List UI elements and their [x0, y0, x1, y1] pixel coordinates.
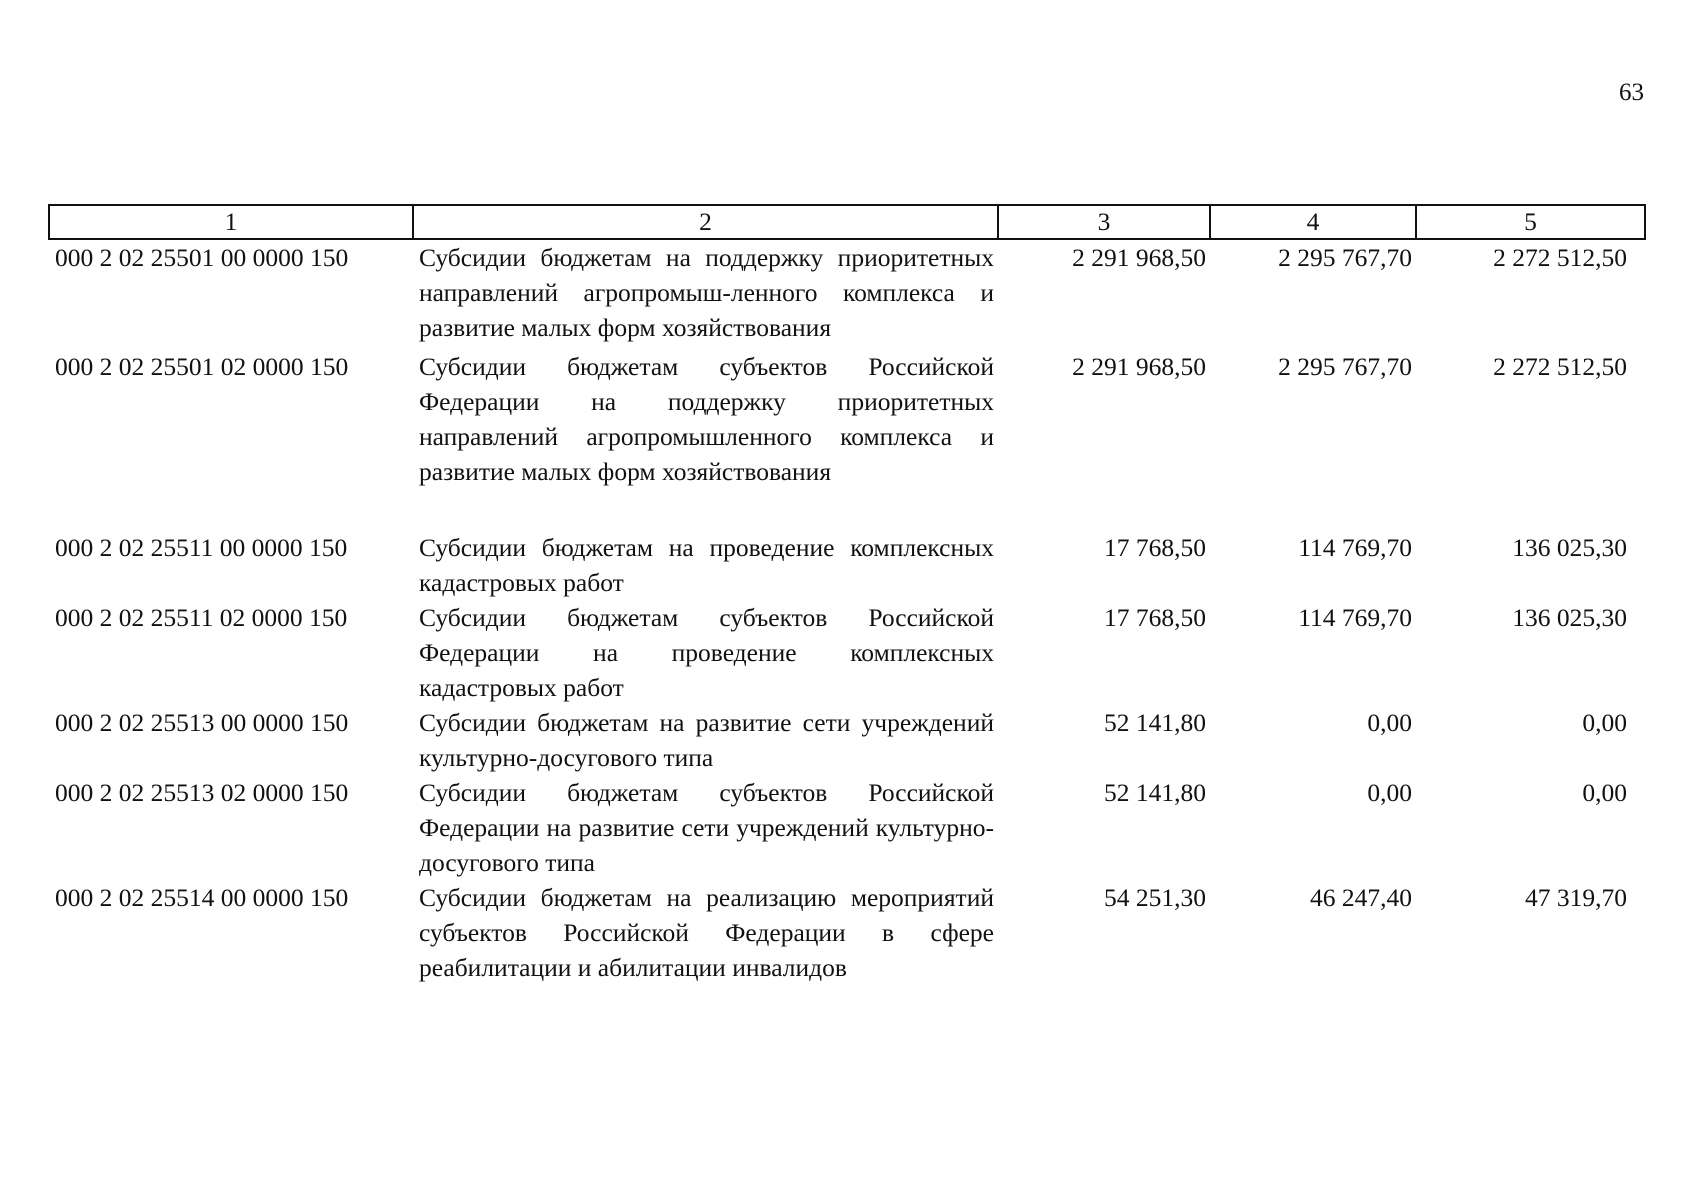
budget-table — [48, 204, 1646, 985]
code-cell: 000 2 02 25501 00 0000 150 — [55, 243, 349, 272]
value-cell-col5: 0,00 — [1582, 778, 1627, 807]
value-cell-col5: 2 272 512,50 — [1493, 243, 1627, 272]
code-cell: 000 2 02 25513 00 0000 150 — [55, 708, 349, 737]
value-cell-col3: 2 291 968,50 — [1072, 352, 1206, 381]
code-cell: 000 2 02 25511 00 0000 150 — [55, 533, 348, 562]
table-body — [49, 239, 1645, 985]
value-cell-col5: 136 025,30 — [1512, 603, 1627, 632]
value-cell-col4: 114 769,70 — [1298, 603, 1412, 632]
value-cell-col4: 0,00 — [1367, 778, 1412, 807]
table-row — [49, 705, 1645, 775]
header-cell-2: 2 — [413, 205, 998, 239]
table-row — [49, 239, 1645, 349]
code-cell: 000 2 02 25514 00 0000 150 — [55, 883, 349, 912]
table-row — [49, 530, 1645, 600]
value-cell-col5: 0,00 — [1582, 708, 1627, 737]
table-row — [49, 775, 1645, 880]
description-cell: Субсидии бюджетам субъектов Российской Федерации на поддержку приоритетных направлений агропромышленного комплекса и развитие малых форм хозяйствования — [419, 352, 994, 486]
value-cell-col4: 46 247,40 — [1310, 883, 1412, 912]
header-row — [49, 205, 1645, 239]
header-cell-5: 5 — [1416, 205, 1645, 239]
code-cell: 000 2 02 25501 02 0000 150 — [55, 352, 349, 381]
description-cell: Субсидии бюджетам на реализацию мероприятий субъектов Российской Федерации в сфере реабилитации и абилитации инвалидов — [419, 883, 994, 982]
value-cell-col3: 17 768,50 — [1104, 533, 1206, 562]
header-cell-1: 1 — [49, 205, 413, 239]
value-cell-col4: 2 295 767,70 — [1278, 352, 1412, 381]
code-cell: 000 2 02 25513 02 0000 150 — [55, 778, 349, 807]
table-row — [49, 349, 1645, 530]
table-header — [49, 205, 1645, 239]
value-cell-col3: 52 141,80 — [1104, 708, 1206, 737]
value-cell-col3: 54 251,30 — [1104, 883, 1206, 912]
description-cell: Субсидии бюджетам на проведение комплексных кадастровых работ — [419, 533, 994, 597]
value-cell-col3: 17 768,50 — [1104, 603, 1206, 632]
table-row — [49, 880, 1645, 985]
value-cell-col5: 47 319,70 — [1525, 883, 1627, 912]
header-cell-4: 4 — [1210, 205, 1416, 239]
code-cell: 000 2 02 25511 02 0000 150 — [55, 603, 348, 632]
header-cell-3: 3 — [998, 205, 1210, 239]
description-cell: Субсидии бюджетам на поддержку приоритетных направлений агропромыш-ленного комплекса и развитие малых форм хозяйствования — [419, 243, 994, 342]
page-number: 63 — [1619, 79, 1644, 106]
description-cell: Субсидии бюджетам субъектов Российской Федерации на проведение комплексных кадастровых работ — [419, 603, 994, 702]
description-cell: Субсидии бюджетам на развитие сети учреждений культурно-досугового типа — [419, 708, 994, 772]
value-cell-col3: 2 291 968,50 — [1072, 243, 1206, 272]
value-cell-col3: 52 141,80 — [1104, 778, 1206, 807]
value-cell-col4: 2 295 767,70 — [1278, 243, 1412, 272]
value-cell-col4: 114 769,70 — [1298, 533, 1412, 562]
description-cell: Субсидии бюджетам субъектов Российской Федерации на развитие сети учреждений культурно-досугового типа — [419, 778, 994, 877]
value-cell-col4: 0,00 — [1367, 708, 1412, 737]
table-row — [49, 600, 1645, 705]
value-cell-col5: 136 025,30 — [1512, 533, 1627, 562]
value-cell-col5: 2 272 512,50 — [1493, 352, 1627, 381]
